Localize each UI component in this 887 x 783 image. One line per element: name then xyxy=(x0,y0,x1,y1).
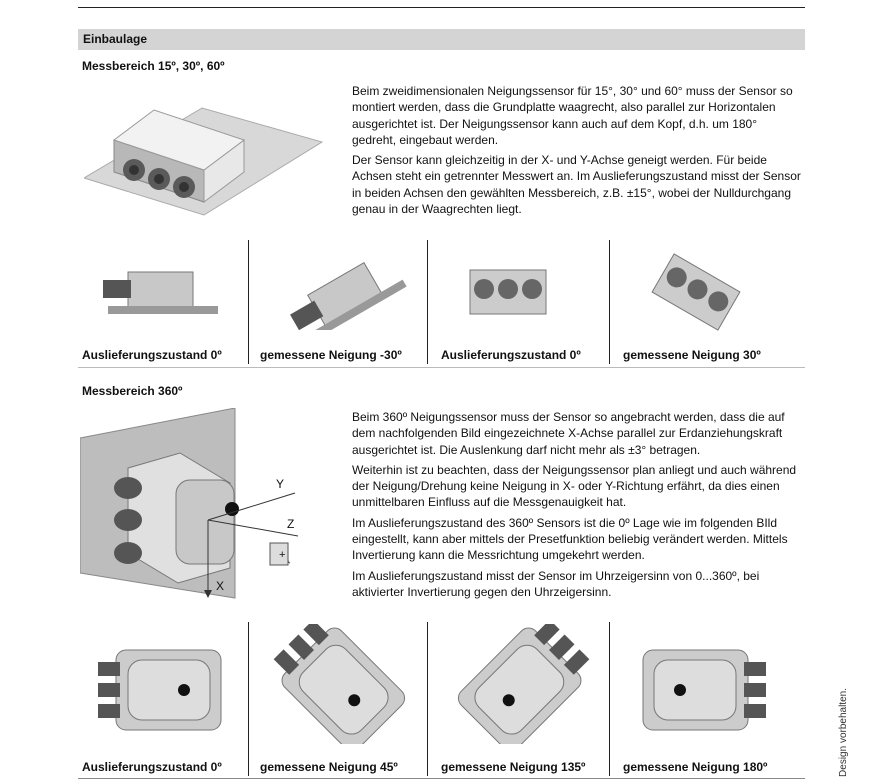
divider xyxy=(609,622,610,776)
caption: gemessene Neigung -30º xyxy=(260,348,402,362)
caption: gemessene Neigung 30º xyxy=(623,348,761,362)
divider xyxy=(427,622,428,776)
sensor-side-view-minus30 xyxy=(283,255,413,330)
caption: Auslieferungszustand 0º xyxy=(82,348,222,362)
part1-paragraph-2: Der Sensor kann gleichzeitig in der X- und Y-Achse geneigt werden. Für beide Achsen steht ein getrennter Messwert an. Im Auslieferungszustand misst der Sensor in beiden Achsen den gewählten Messbereich, z.B. ±15°, wobei der Nulldurchgang genau in der Waagrechten liegt. xyxy=(352,153,801,217)
sensor-360-view-135 xyxy=(450,624,600,744)
sensor-front-view-0 xyxy=(468,265,548,320)
divider xyxy=(427,240,428,364)
sensor-360-view-0 xyxy=(96,648,226,732)
part2-figure-row xyxy=(78,622,805,776)
sensor-360-view-45 xyxy=(263,624,413,744)
side-note: Design vorbehalten. xyxy=(838,688,849,777)
part2-paragraph-2: Weiterhin ist zu beachten, dass der Neigungssensor plan anliegt und auch während der Neigung/Drehung keine Neigung in X- oder Y-Richtung erfährt, da dies einen unmittelbaren Einfluss auf die Messgenauigkeit hat. xyxy=(352,462,797,510)
sensor-side-view-0 xyxy=(98,262,228,322)
svg-text:+: + xyxy=(279,549,286,561)
part1-figure-row xyxy=(78,240,805,364)
caption: Auslieferungszustand 0º xyxy=(441,348,581,362)
divider xyxy=(609,240,610,364)
bottom-rule xyxy=(78,778,805,779)
divider xyxy=(248,622,249,776)
axis-y-label: Y xyxy=(276,477,285,491)
section-header xyxy=(78,29,805,50)
sensor-2d-illustration xyxy=(84,80,324,220)
caption: gemessene Neigung 180º xyxy=(623,760,768,774)
separator xyxy=(78,367,805,368)
axis-x-label: X xyxy=(216,579,225,593)
part2-text xyxy=(352,409,802,604)
caption: Auslieferungszustand 0º xyxy=(82,760,222,774)
sensor-front-view-30 xyxy=(646,252,746,332)
caption: gemessene Neigung 45º xyxy=(260,760,398,774)
top-rule xyxy=(78,7,805,8)
axis-z-label: Z xyxy=(287,517,295,531)
part2-paragraph-4: Im Auslieferungszustand misst der Sensor im Uhrzeigersinn von 0...360º, bei aktivierter Invertierung gegen den Uhrzeigersinn. xyxy=(352,568,760,599)
section-title: Einbaulage xyxy=(83,32,148,46)
sensor-360-illustration xyxy=(80,408,340,604)
part2-paragraph-3: Im Auslieferungszustand des 360º Sensors ist die 0º Lage wie im folgenden BIld eingestellt, kann aber mittels der Presetfunktion beliebig verändert werden. Mittels Invertierung kann die Messrichtung umgekehrt werden. xyxy=(352,515,788,563)
sensor-360-view-180 xyxy=(638,648,768,732)
part1-paragraph-1: Beim zweidimensionalen Neigungssensor für 15°, 30° und 60° muss der Sensor so montiert werden, dass die Grundplatte waagrecht, also parallel zur Horizontalen ausgerichtet ist. Der Neigungssensor kann auch auf dem Kopf, d.h. um 180° gedreht, eingebaut werden. xyxy=(352,84,793,147)
subtitle-range-360: Messbereich 360º xyxy=(82,384,183,398)
divider xyxy=(248,240,249,364)
part1-text xyxy=(352,83,802,221)
subtitle-range-15-30-60: Messbereich 15º, 30º, 60º xyxy=(82,59,225,73)
caption: gemessene Neigung 135º xyxy=(441,760,586,774)
part2-paragraph-1: Beim 360º Neigungssensor muss der Sensor so angebracht werden, dass die auf dem nachfolgenden Bild eingezeichnete X-Achse parallel zur Erdanziehungskraft ausgerichtet ist. Die Auslenkung darf nicht mehr als ±3° betragen. xyxy=(352,410,785,457)
